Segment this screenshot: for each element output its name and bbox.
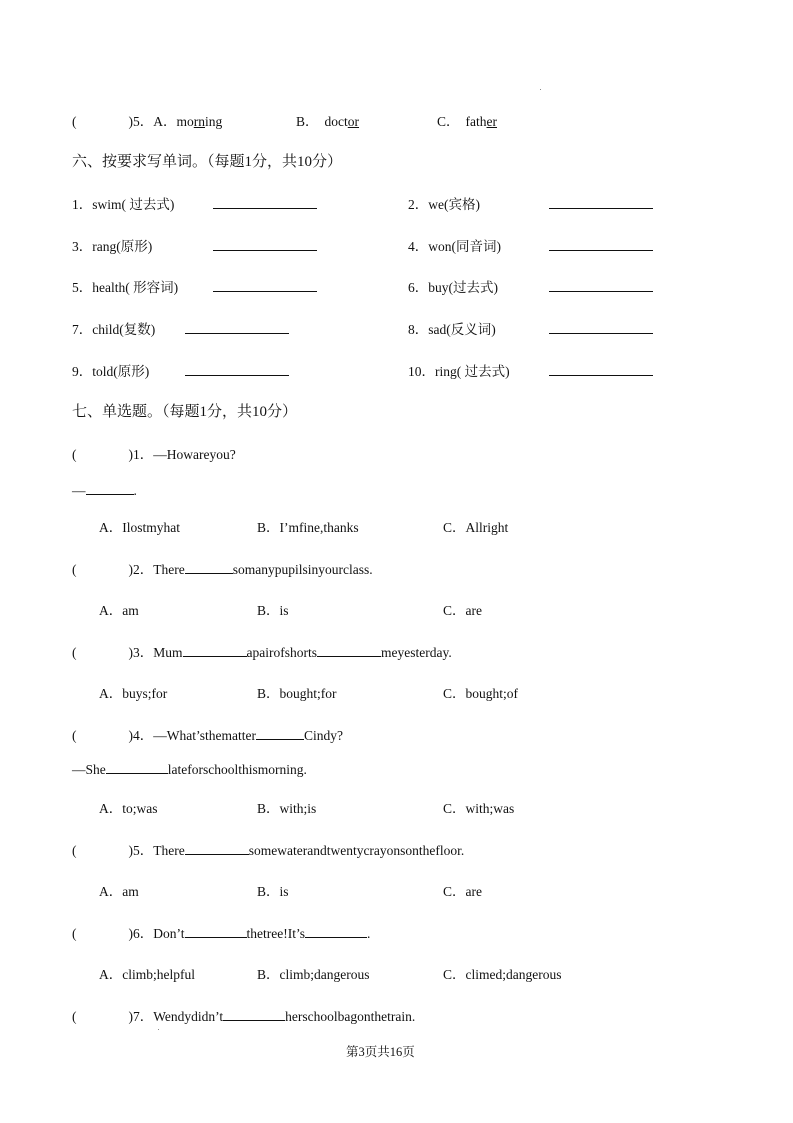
- answer-paren: (: [72, 843, 77, 858]
- prev-question-option-c: C． father: [437, 114, 498, 129]
- word-item-5: 5．health( 形容词): [72, 280, 179, 295]
- answer-blank[interactable]: [549, 363, 653, 376]
- option-b[interactable]: B．with;is: [257, 801, 317, 816]
- prev-question-row: ( )5．A．morning: [72, 114, 223, 129]
- option-b[interactable]: B．climb;dangerous: [257, 967, 370, 982]
- question-1: ( )1．—Howareyou?: [72, 447, 236, 462]
- answer-blank[interactable]: [213, 279, 317, 292]
- word-item-8: 8．sad(反义词): [408, 322, 496, 337]
- answer-blank[interactable]: [317, 644, 381, 657]
- word-item-10: 10．ring( 过去式): [408, 364, 510, 379]
- answer-blank[interactable]: [106, 761, 168, 774]
- answer-paren: (: [72, 562, 77, 577]
- word-item-4: 4．won(同音词): [408, 239, 501, 254]
- option-c[interactable]: C．bought;of: [443, 686, 519, 701]
- option-c[interactable]: C．are: [443, 884, 482, 899]
- answer-blank[interactable]: [185, 321, 289, 334]
- answer-blank[interactable]: [213, 196, 317, 209]
- word-item-3: 3．rang(原形): [72, 239, 153, 254]
- word-item-7: 7．child(复数): [72, 322, 156, 337]
- question-6: ( )6．Don’t thetree!It’s .: [72, 926, 371, 941]
- answer-blank[interactable]: [223, 1008, 285, 1021]
- answer-blank[interactable]: [185, 842, 249, 855]
- answer-blank[interactable]: [185, 561, 233, 574]
- option-a[interactable]: A．to;was: [99, 801, 158, 816]
- word-item-2: 2．we(宾格): [408, 197, 480, 212]
- question-4-line2: —She lateforschoolthismorning.: [72, 762, 307, 777]
- prev-question-option-b: B． doctor: [296, 114, 360, 129]
- answer-paren: (: [72, 645, 77, 660]
- option-a[interactable]: A．Ilostmyhat: [99, 520, 180, 535]
- page-number: 第3页共16页: [346, 1045, 415, 1059]
- word-item-1: 1．swim( 过去式): [72, 197, 175, 212]
- answer-blank[interactable]: [183, 644, 247, 657]
- option-a[interactable]: A．climb;helpful: [99, 967, 195, 982]
- answer-paren: (: [72, 1009, 77, 1024]
- stray-dot: [540, 89, 541, 90]
- option-c[interactable]: C．are: [443, 603, 482, 618]
- option-b[interactable]: B．I’mfine,thanks: [257, 520, 359, 535]
- answer-blank[interactable]: [549, 321, 653, 334]
- question-7: ( )7．Wendydidn’t herschoolbagonthetrain.: [72, 1009, 416, 1024]
- option-c[interactable]: C．climed;dangerous: [443, 967, 562, 982]
- question-3: ( )3．Mum apairofshorts meyesterday.: [72, 645, 452, 660]
- answer-paren: (: [72, 447, 77, 462]
- answer-blank[interactable]: [185, 925, 247, 938]
- option-a[interactable]: A．am: [99, 603, 139, 618]
- option-a[interactable]: A．buys;for: [99, 686, 168, 701]
- answer-blank[interactable]: [549, 196, 653, 209]
- option-b[interactable]: B．is: [257, 884, 289, 899]
- answer-blank[interactable]: [305, 925, 367, 938]
- answer-blank[interactable]: [185, 363, 289, 376]
- section7-heading: 七、单选题。（每题1分，共10分）: [72, 404, 298, 420]
- option-b[interactable]: B．is: [257, 603, 289, 618]
- question-1-line2: — .: [72, 483, 137, 498]
- answer-paren: (: [72, 728, 77, 743]
- stray-dot: [158, 1029, 159, 1030]
- word-item-9: 9．told(原形): [72, 364, 150, 379]
- option-a[interactable]: A．am: [99, 884, 139, 899]
- answer-blank[interactable]: [549, 279, 653, 292]
- answer-paren: (: [72, 114, 77, 129]
- answer-blank[interactable]: [86, 482, 134, 495]
- word-item-6: 6．buy(过去式): [408, 280, 498, 295]
- option-c[interactable]: C．with;was: [443, 801, 515, 816]
- answer-paren: (: [72, 926, 77, 941]
- question-2: ( )2．There somanypupilsinyourclass.: [72, 562, 373, 577]
- option-c[interactable]: C．Allright: [443, 520, 509, 535]
- answer-blank[interactable]: [213, 238, 317, 251]
- answer-blank[interactable]: [549, 238, 653, 251]
- option-b[interactable]: B．bought;for: [257, 686, 337, 701]
- question-4: ( )4．—What’sthematter Cindy?: [72, 728, 343, 743]
- answer-blank[interactable]: [256, 727, 304, 740]
- question-5: ( )5．There somewaterandtwentycrayonsonthefloor.: [72, 843, 465, 858]
- section6-heading: 六、按要求写单词。（每题1分，共10分）: [72, 154, 343, 170]
